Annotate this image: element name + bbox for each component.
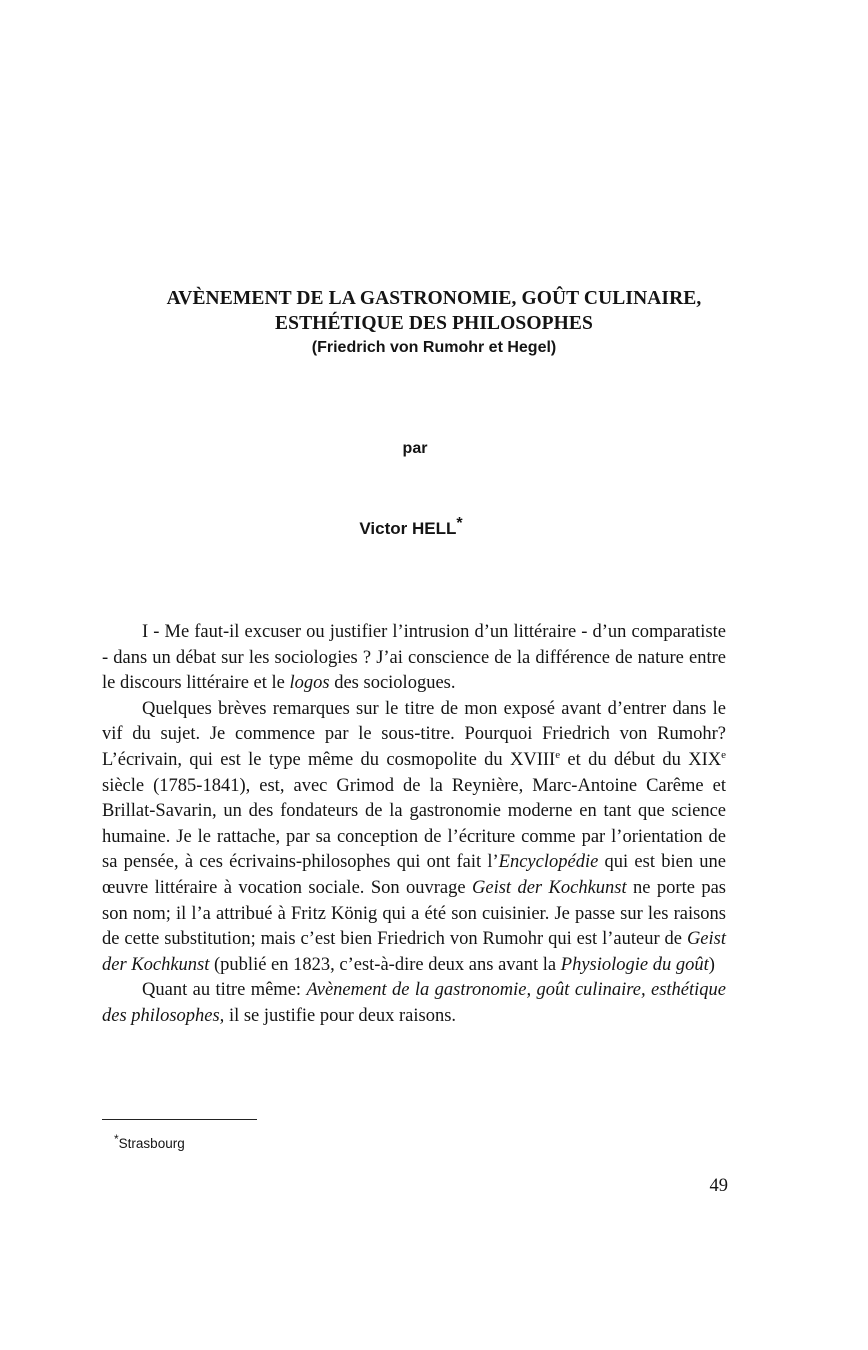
title-line-1: AVÈNEMENT DE LA GASTRONOMIE, GOÛT CULINAIRE, <box>166 288 702 309</box>
paragraph-3 <box>102 978 726 1029</box>
paragraph-2 <box>102 697 726 979</box>
p3-text-2: il se justifie pour deux raisons. <box>224 1005 457 1026</box>
p2-text-4: qui est bien une œuvre littéraire à vocation sociale. Son ouvrage <box>102 852 726 898</box>
p1-logos-italic: logos <box>289 673 330 694</box>
p2-geist-italic-1: Geist der Kochkunst <box>472 877 627 898</box>
p2-sup-2: e <box>721 748 726 761</box>
author-name-text: Victor HELL <box>359 519 457 538</box>
p2-text-5: ne porte pas son nom; il l’a attribué à Fritz König qui a été son cuisinier. Je passe sur les raisons de cette substitution; mais c’est bien Friedrich von Rumohr qui est l’auteur de <box>102 877 726 950</box>
p2-text-3: siècle (1785-1841), est, avec Grimod de la Reynière, Marc-Antoine Carême et Brillat-Savarin, un des fondateurs de la gastronomie moderne en tant que science humaine. Je le rattache, par sa conception de l’écriture comme par l’orientation de sa pensée, à ces écrivains-philosophes qui ont fait l’ <box>102 775 726 873</box>
article-body <box>102 620 726 1030</box>
p1-text-2: des sociologues. <box>329 673 456 694</box>
p2-geist-italic-2: Geist der Kochkunst <box>102 929 726 975</box>
p2-encyclopedie-italic: Encyclopédie <box>498 852 599 873</box>
page-number: 49 <box>709 1176 728 1196</box>
author-name <box>0 515 822 539</box>
title-line-2: ESTHÉTIQUE DES PHILOSOPHES <box>275 313 593 334</box>
footnote-text: Strasbourg <box>118 1136 185 1151</box>
p2-text-7: ) <box>708 954 715 975</box>
p1-text-1: I - Me faut-il excuser ou justifier l’intrusion d’un littéraire - d’un comparatiste - dans un débat sur les sociologies ? J’ai conscience de la différence de nature entre le discours littéraire et le <box>102 622 726 694</box>
article-title <box>0 286 868 360</box>
p2-physiologie-italic: Physiologie du goût <box>560 954 709 975</box>
byline-par: par <box>402 440 428 457</box>
footnote <box>114 1132 185 1151</box>
p2-sup-1: e <box>555 748 561 761</box>
author-footnote-mark: * <box>456 515 463 532</box>
p3-text-1: Quant au titre même: <box>142 980 307 1001</box>
p2-text-6: (publié en 1823, c’est-à-dire deux ans avant la <box>209 954 561 975</box>
p3-title-italic: Avènement de la gastronomie, goût culinaire, esthétique des philosophes, <box>102 980 726 1026</box>
footnote-mark: * <box>114 1132 119 1146</box>
paragraph-1 <box>102 620 726 697</box>
p2-text-1: Quelques brèves remarques sur le titre de mon exposé avant d’entrer dans le vif du sujet. Je commence par le sous-titre. Pourquoi Friedrich von Rumohr? L’écrivain, qui est le type même du cosmopolite du XVIII <box>102 698 726 770</box>
p2-text-2: et du début du XIX <box>560 749 722 770</box>
footnote-divider <box>102 1119 257 1120</box>
article-subtitle: (Friedrich von Rumohr et Hegel) <box>311 339 557 356</box>
